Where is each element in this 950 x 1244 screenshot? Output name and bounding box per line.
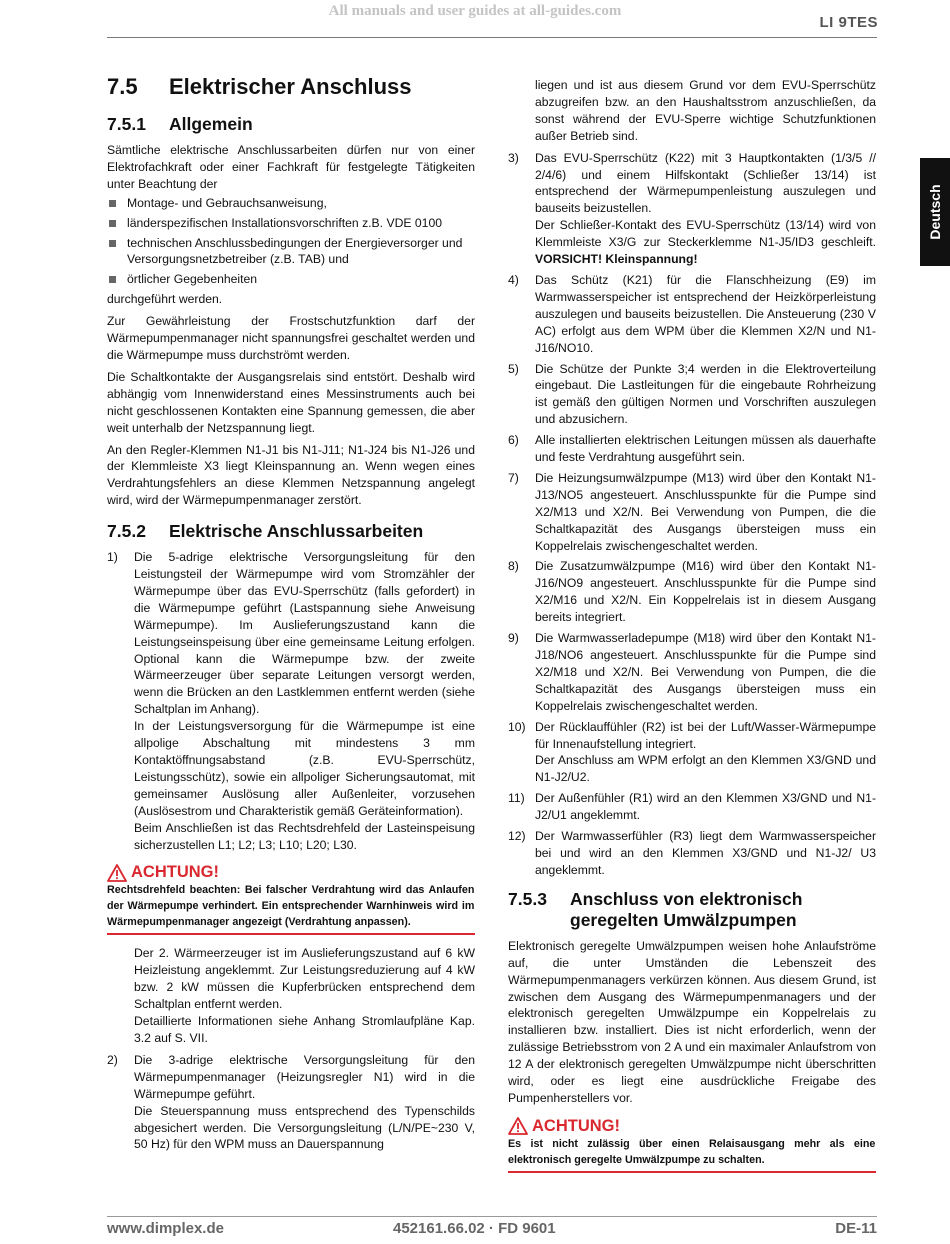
paragraph: Das EVU-Sperrschütz (K22) mit 3 Hauptkontakten (1/3/5 // 2/4/6) und einem Hilfskontakt (Schließer 13/14) ist entsprechend der Wärmepumpenleistung auszulegen und bauseits beizustellen. <box>535 150 876 216</box>
language-tab <box>920 158 950 266</box>
paragraph: Die Steuerspannung muss entsprechend des Typenschilds abgesichert werden. Die Versorgungsleitung (L/N/PE~230 V, 50 Hz) für den WPM muss an Dauerspannung <box>134 1103 475 1152</box>
header-rule <box>107 37 877 38</box>
paragraph: Die Heizungsumwälzpumpe (M13) wird über den Kontakt N1-J13/NO5 angesteuert. Anschlusspunkte für die Pumpe sind X2/M13 und X2/N. Bei Verwendung von Pumpen, die die Schaltkapazität des Ausgangs übersteigen muss ein Koppelrelais zwischengeschaltet werden. <box>535 470 876 553</box>
footer-docnumber: 452161.66.02 · FD 9601 <box>393 1220 556 1237</box>
caution-note: VORSICHT! Kleinspannung! <box>535 252 698 267</box>
paragraph: Die Zusatzumwälzpumpe (M16) wird über den Kontakt N1-J16/NO9 angesteuert. Anschlusspunkte für die Pumpe sind X2/M16 und X2/N. Ein Koppelrelais ist in diesem Ausgang bereits integriert. <box>535 559 876 625</box>
item-text <box>535 272 876 357</box>
paragraph: Der Warmwasserfühler (R3) liegt dem Warmwasserspeicher bei und wird an den Klemmen X3/GND und N1-J2/ U3 angeklemmt. <box>535 829 876 877</box>
warning-heading <box>107 863 475 882</box>
item-text <box>535 432 876 466</box>
list-item <box>508 828 876 879</box>
item-text <box>535 630 876 715</box>
paragraph: Die Warmwasserladepumpe (M18) wird über den Kontakt N1-J18/NO6 angesteuert. Anschlusspunkte für die Pumpe sind X2/M18 und X2/N. Bei Verwendung von Pumpen, die die Schaltkapazität des Ausgangs übersteigen muss ein Koppelrelais zwischengeschaltet werden. <box>535 631 876 713</box>
item-text <box>134 549 475 853</box>
item-text <box>535 150 876 268</box>
item-text <box>535 558 876 626</box>
section-number: 7.5 <box>107 74 138 99</box>
header-model: LI 9TES <box>819 14 878 31</box>
paragraph: In der Leistungsversorgung für die Wärmepumpe ist eine allpolige Abschaltung mit mindestens 3 mm Kontaktöffnungsabstand (z.B. EVU-Sperrschütz, Leistungsschütz), sowie ein allpoliger Sicherungsautomat, mit gemeinsamer Auslösung aller Außenleiter, vorzusehen (Auslösestrom und Charakteristik gemäß Geräteinformation). <box>134 719 475 818</box>
subsection-title-line: Anschluss von elektronisch <box>570 888 803 909</box>
item-number: 10) <box>508 719 526 734</box>
item-number: 11) <box>508 791 525 806</box>
subsection-heading-7-5-2 <box>107 521 475 542</box>
item-number: 9) <box>508 631 519 646</box>
right-column <box>508 77 876 1183</box>
paragraph: durchgeführt werden. <box>107 292 223 307</box>
item-number: 7) <box>508 470 519 485</box>
paragraph-text: Der Anschluss am WPM erfolgt an den Klemmen X3/GND und N1-J2/U2. <box>535 753 876 785</box>
requirements-list <box>107 195 475 289</box>
paragraph: Die 3-adrige elektrische Versorgungsleitung für den Wärmepumpenmanager (Heizungsregler N1) wird in die Wärmepumpe geführt. <box>134 1052 475 1101</box>
numbered-list <box>508 150 876 879</box>
item-text <box>535 470 876 555</box>
paragraph: Elektronisch geregelte Umwälzpumpen weisen hohe Anlaufströme auf, die unter Umständen die Lebenszeit des Wärmepumpenmanagers verkürzen können. Aus diesem Grund, ist zwischen dem Ausgang des Wärmepumpenmanagers und der elektronisch geregelten Umwälzpumpe ein Koppelrelais zu installieren bzw. installiert. Dies ist nicht erforderlich, wenn der zulässige Betriebsstrom von 2 A und ein maximaler Anlaufstrom von 12 A der elektronisch geregelten Umwälzpumpe nicht überschritten wird, oder es liegt eine ausdrückliche Freigabe des Pumpenherstellers vor. <box>508 938 876 1105</box>
paragraph: Die Schaltkontakte der Ausgangsrelais sind entstört. Deshalb wird abhängig vom Innenwiderstand eines Messinstruments auch bei nicht geschlossenen Kontakten eine Spannung gemessen, die aber weit unterhalb der Netzspannung liegt. <box>107 369 475 435</box>
section-title: Elektrischer Anschluss <box>169 74 412 99</box>
paragraph: Alle installierten elektrischen Leitungen müssen als dauerhafte und feste Verdrahtung ausgeführt sein. <box>535 433 876 465</box>
subsection-title: Allgemein <box>169 114 253 134</box>
paragraph: liegen und ist aus diesem Grund vor dem EVU-Sperrschütz abzugreifen bzw. an den Haushaltsstrom anzuschließen, da sonst während der EVU-Sperre wichtige Schutzfunktionen außer Betrieb sind. <box>535 78 876 143</box>
subsection-title: Elektrische Anschlussarbeiten <box>169 521 424 542</box>
paragraph: Detaillierte Informationen siehe Anhang Stromlaufpläne Kap. 3.2 auf S. VII. <box>134 1014 475 1045</box>
paragraph: Der 2. Wärmeerzeuger ist im Auslieferungszustand auf 6 kW Heizleistung angeklemmt. Zur Leistungsreduzierung auf 4 kW bzw. 2 kW müssen die Kupferbrücken entsprechend dem Schaltplan entfernt werden. <box>134 946 475 1012</box>
warning-title: ACHTUNG! <box>131 863 219 882</box>
paragraph-text: Der Schließer-Kontakt des EVU-Sperrschütz (13/14) wird von Klemmleiste X3/G zur Steckerklemme N1-J5/ID3 geschleift. <box>535 218 876 250</box>
paragraph: An den Regler-Klemmen N1-J1 bis N1-J11; N1-J24 bis N1-J26 und der Klemmleiste X3 liegt Kleinspannung an. Wenn wegen eines Verdrahtungsfehlers an diese Klemmen Netzspannung angelegt wird, wird der Wärmepumpenmanager zerstört. <box>107 442 475 508</box>
list-item <box>508 361 876 429</box>
item-text <box>134 1052 475 1153</box>
paragraph: Die 5-adrige elektrische Versorgungsleitung für den Leistungsteil der Wärmepumpe wird vom Stromzähler der Wärmepumpe über das EVU-Sperrschütz (falls gefordert) in die Wärmepumpe geführt (Lastspannung siehe Anweisung Wärmepumpe). Im Auslieferungszustand kann die Leistungseinspeisung über eine gemeinsame Leitung erfolgen. Optional kann die Wärmepumpe bzw. der zweite Wärmeerzeuger über separate Leitungen versorgt werden, wenn die Brücken an den Lastklemmen entfernt werden (siehe Schaltplan im Anhang). <box>134 550 475 717</box>
paragraph <box>535 217 876 268</box>
section-heading-7-5 <box>107 74 475 100</box>
footer-page-number: DE-11 <box>835 1220 877 1237</box>
paragraph: Sämtliche elektrische Anschlussarbeiten dürfen nur von einer Elektrofachkraft oder einer Fachkraft für festgelegte Tätigkeiten unter Beachtung der <box>107 143 475 191</box>
item-text <box>535 790 876 824</box>
list-item <box>508 790 876 824</box>
item-number: 12) <box>508 829 526 844</box>
list-item <box>508 272 876 357</box>
paragraph: Der Rücklauffühler (R2) ist bei der Luft/Wasser-Wärmepumpe für Innenaufstellung integriert. <box>535 719 876 751</box>
item-number: 6) <box>508 433 519 448</box>
subsection-number: 7.5.3 <box>508 888 547 909</box>
paragraph: Zur Gewährleistung der Frostschutzfunktion darf der Wärmepumpenmanager nicht spannungsfrei geschaltet werden und die Wärmepumpe muss durchströmt werden. <box>107 314 475 362</box>
subsection-number: 7.5.1 <box>107 114 146 134</box>
paragraph: Das Schütz (K21) für die Flanschheizung (E9) im Warmwasserspeicher ist entsprechend der Heizkörperleistung auszulegen und bauseits beizustellen. Die Ansteuerung (230 V AC) erfolgt aus dem WPM über die Klemmen X2/N und N1-J16/NO10. <box>535 272 876 355</box>
paragraph: Der Außenfühler (R1) wird an den Klemmen X3/GND und N1-J2/U1 angeklemmt. <box>535 791 876 823</box>
subsection-heading-7-5-3 <box>508 889 876 931</box>
language-tab-label: Deutsch <box>927 184 943 240</box>
warning-heading <box>508 1117 876 1136</box>
list-item <box>508 630 876 715</box>
item-text <box>535 719 876 787</box>
item-text <box>535 361 876 429</box>
subsection-number: 7.5.2 <box>107 521 146 542</box>
warning-box <box>107 863 475 935</box>
warning-text: Rechtsdrehfeld beachten: Bei falscher Verdrahtung wird das Anlaufen der Wärmepumpe verhindert. Ein entsprechender Warnhinweis wird im Wärmepumpenmanager angezeigt (Verdrahtung anpassen). <box>107 884 475 929</box>
footer-website: www.dimplex.de <box>107 1220 224 1237</box>
paragraph: Die Schütze der Punkte 3;4 werden in die Elektroverteilung eingebaut. Die Lastleitungen für die eingebaute Rohrheizung ist gemäß den gültigen Normen und Vorschriften auszulegen und abzusichern. <box>535 361 876 427</box>
item-number: 8) <box>508 559 519 574</box>
list-item <box>508 719 876 787</box>
warning-title: ACHTUNG! <box>532 1116 620 1135</box>
list-item <box>508 432 876 466</box>
subsection-heading-7-5-1 <box>107 114 475 135</box>
item-continuation <box>107 945 475 1046</box>
item-number: 4) <box>508 272 519 287</box>
item-number: 1) <box>107 550 118 565</box>
item-continuation <box>508 77 876 145</box>
left-column <box>107 74 475 1157</box>
watermark: All manuals and user guides at all-guides.com <box>328 3 622 19</box>
list-item <box>508 470 876 555</box>
item-number: 5) <box>508 361 519 376</box>
warning-triangle-icon <box>107 864 127 882</box>
list-item: technischen Anschlussbedingungen der Energieversorger und Versorgungsnetzbetreiber (z.B. TAB) und <box>107 235 475 269</box>
item-number: 3) <box>508 150 519 165</box>
list-item: länderspezifischen Installationsvorschriften z.B. VDE 0100 <box>107 215 475 232</box>
paragraph <box>535 752 876 786</box>
list-item <box>508 558 876 626</box>
item-number: 2) <box>107 1052 118 1067</box>
footer-rule <box>107 1216 877 1217</box>
list-item: örtlicher Gegebenheiten <box>107 271 475 288</box>
warning-box <box>508 1117 876 1173</box>
numbered-list <box>107 1052 475 1153</box>
warning-triangle-icon <box>508 1117 528 1135</box>
list-item: Montage- und Gebrauchsanweisung, <box>107 195 475 212</box>
numbered-list <box>107 549 475 853</box>
list-item <box>107 549 475 853</box>
warning-text: Es ist nicht zulässig über einen Relaisausgang mehr als eine elektronisch geregelte Umwälzpumpe zu schalten. <box>508 1137 876 1166</box>
subsection-title-line: geregelten Umwälzpumpen <box>570 909 797 930</box>
list-item <box>508 150 876 268</box>
subsection-title <box>570 889 802 931</box>
item-text <box>535 828 876 879</box>
paragraph: Beim Anschließen ist das Rechtsdrehfeld der Lasteinspeisung sicherzustellen L1; L2; L3; L10; L20; L30. <box>134 820 475 852</box>
list-item <box>107 1052 475 1153</box>
